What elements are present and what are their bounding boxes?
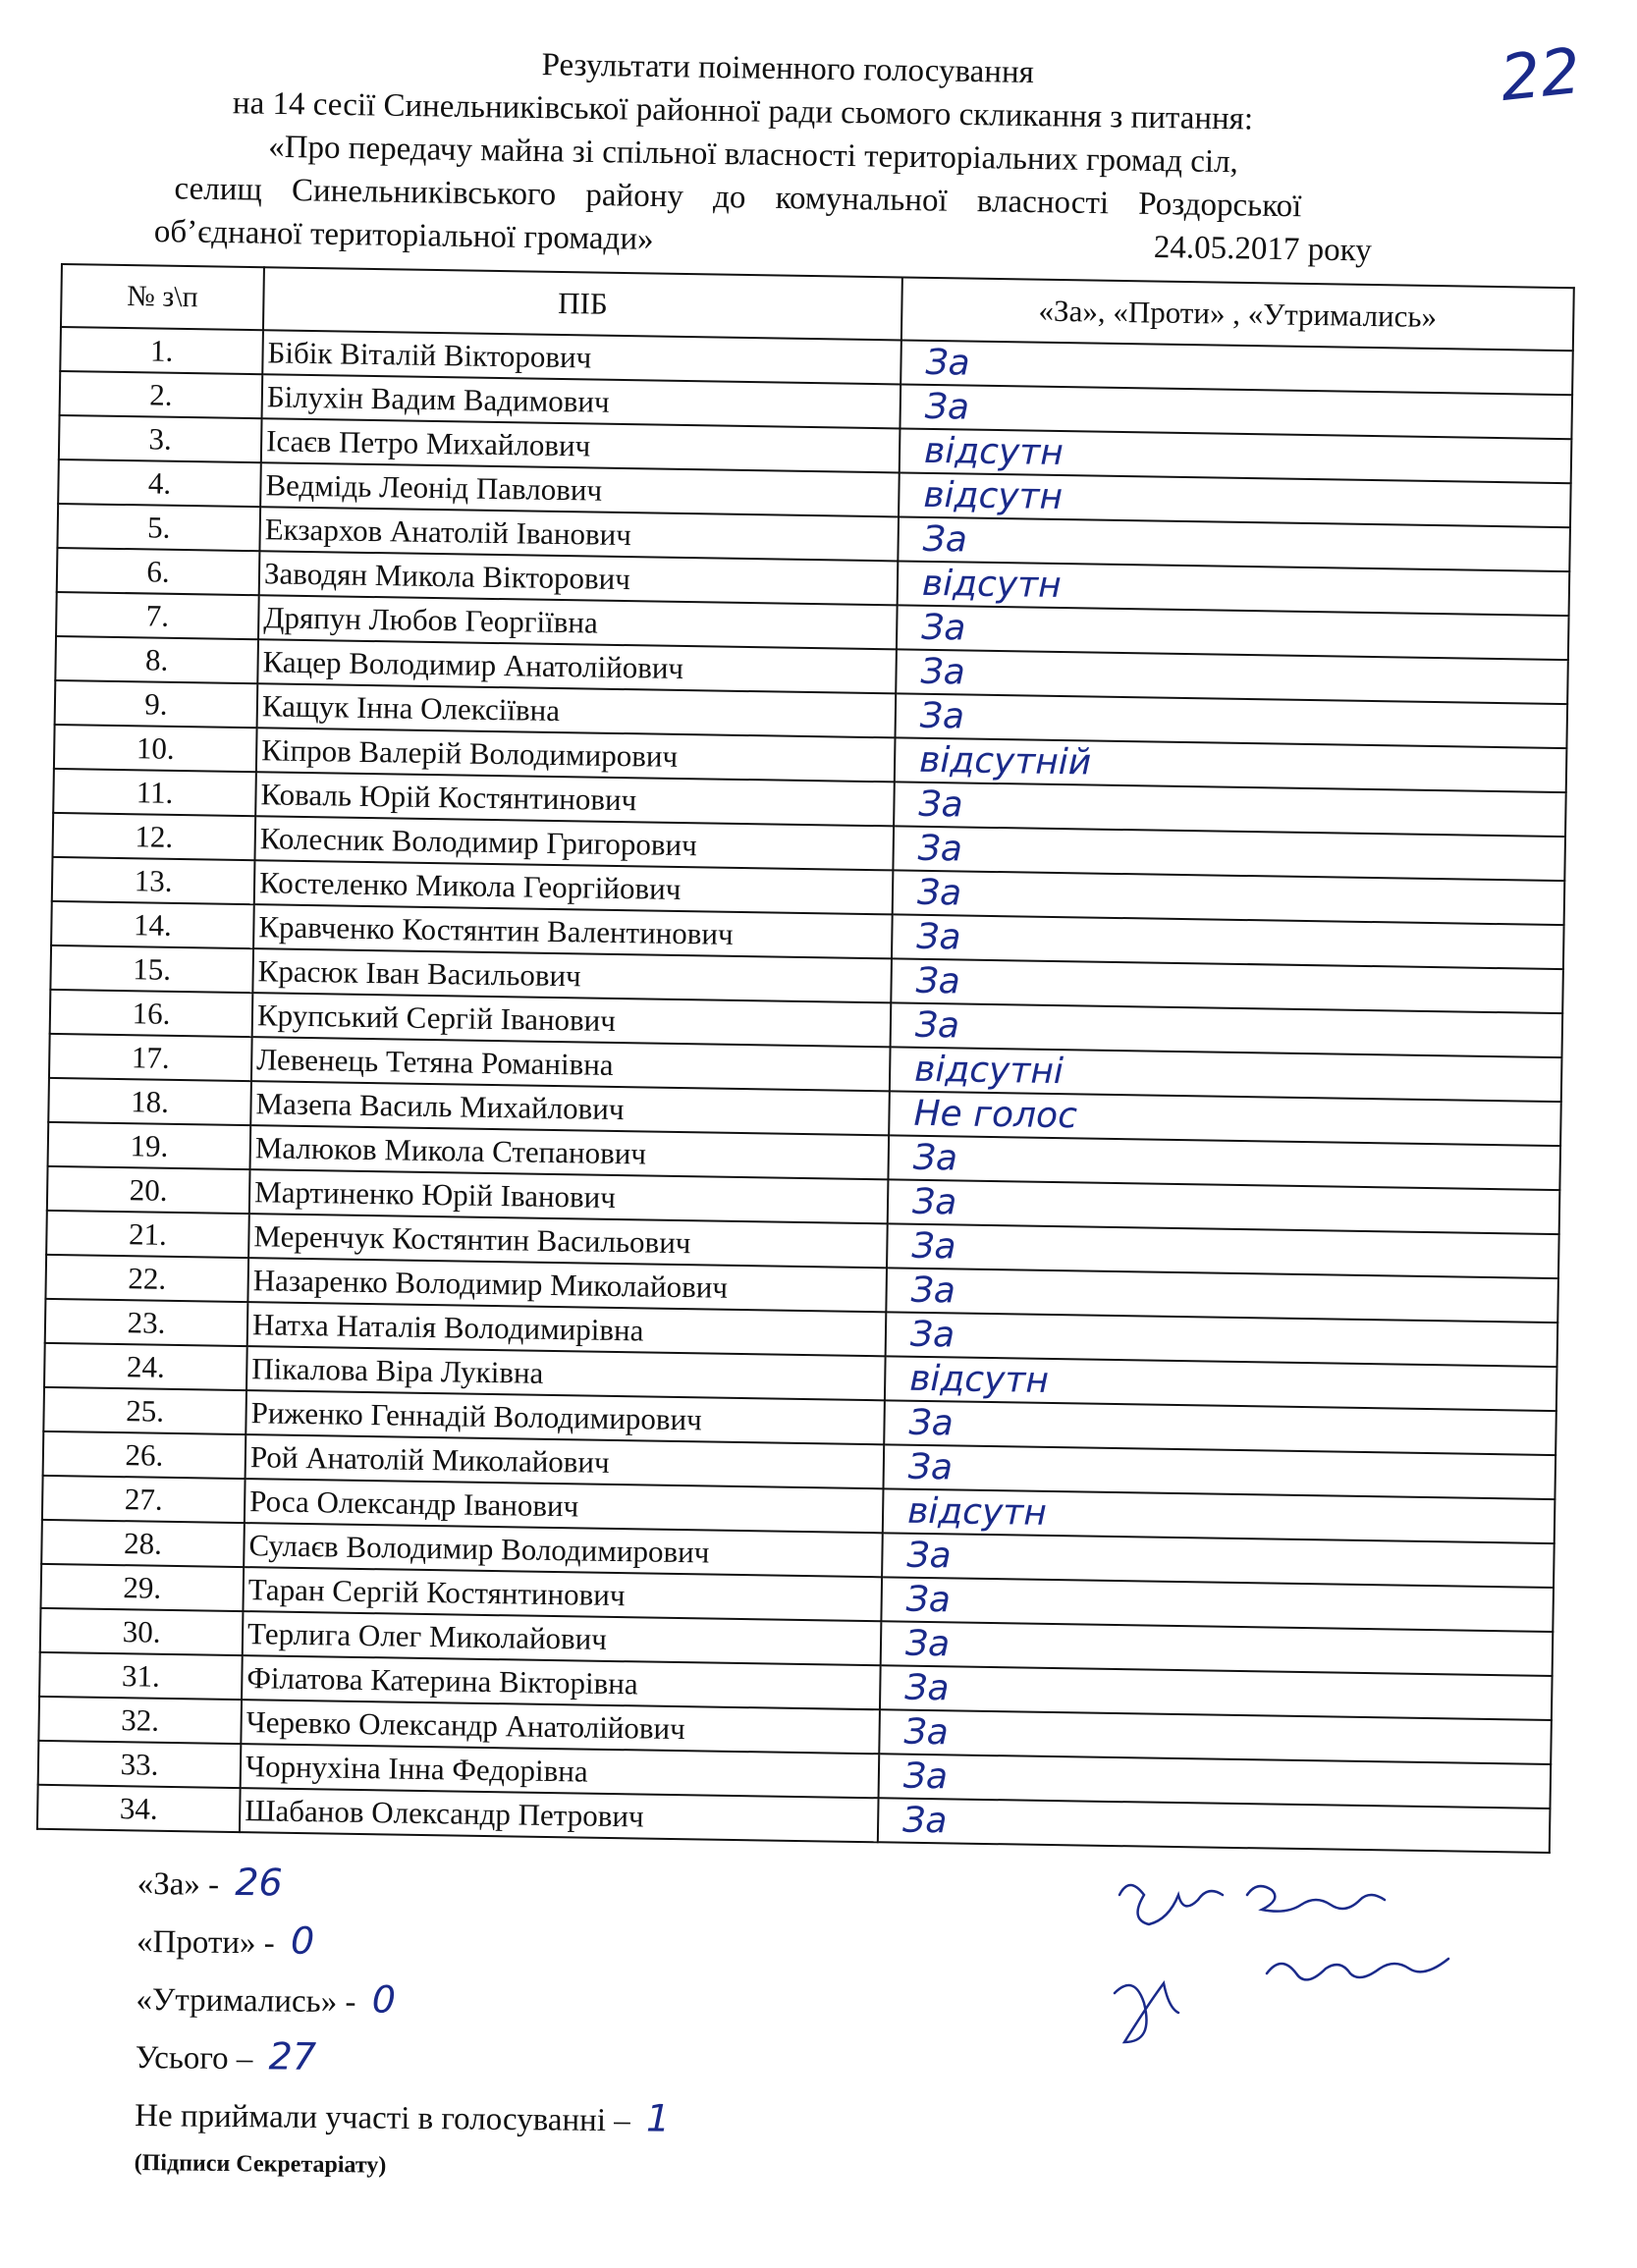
header-name: ПІБ — [263, 267, 902, 340]
deputy-name: Шабанов Олександр Петрович — [240, 1788, 879, 1842]
row-number: 13. — [52, 857, 255, 904]
row-number: 32. — [38, 1697, 242, 1744]
voting-table-container — [36, 263, 1573, 1854]
row-number: 27. — [42, 1476, 246, 1523]
row-number: 5. — [57, 504, 260, 551]
vote-value: За — [894, 782, 1566, 837]
vote-value: За — [900, 340, 1573, 395]
row-number: 33. — [38, 1741, 242, 1788]
deputy-name: Риженко Геннадій Володимирович — [246, 1390, 885, 1444]
vote-value: За — [881, 1621, 1554, 1676]
row-number: 17. — [49, 1034, 252, 1081]
voting-table — [36, 263, 1575, 1854]
deputy-name: Коваль Юрій Костянтинович — [255, 772, 895, 826]
signatures-area — [1100, 1856, 1532, 2052]
summary-proty — [136, 1912, 673, 1975]
deputy-name: Дряпун Любов Георгіївна — [258, 595, 898, 649]
summary-za-label: «За» - — [136, 1865, 220, 1903]
header-line-2: на 14 сесії Синельниківської районної ради сьомого скликання з питання: — [232, 85, 1254, 137]
vote-value: За — [882, 1533, 1555, 1588]
header-title: Результати поіменного голосування — [541, 47, 1035, 91]
deputy-name: Сулаєв Володимир Володимирович — [244, 1523, 883, 1577]
deputy-name: Пікалова Віра Луківна — [246, 1346, 886, 1400]
vote-value: За — [879, 1754, 1552, 1809]
summary-proty-label: «Проти» - — [136, 1923, 275, 1962]
vote-value: За — [880, 1665, 1553, 1720]
header-date: 24.05.2017 року — [1153, 229, 1373, 269]
row-number: 29. — [40, 1564, 244, 1611]
vote-value: відсутн — [885, 1356, 1557, 1411]
row-number: 8. — [55, 636, 258, 683]
summary-absent — [135, 2085, 671, 2149]
deputy-name: Ведмідь Леонід Павлович — [260, 462, 900, 516]
row-number: 16. — [50, 990, 253, 1037]
vote-value: відсутн — [898, 561, 1570, 616]
row-number: 18. — [48, 1078, 251, 1125]
row-number: 19. — [48, 1122, 251, 1169]
row-number: 31. — [39, 1652, 243, 1700]
vote-value: За — [893, 826, 1565, 881]
header-line-4: селищ Синельниківського району до комунальної власності Роздорської — [174, 171, 1302, 225]
row-number: 2. — [60, 371, 263, 418]
row-number: 9. — [55, 680, 258, 728]
summary-absent-label: Не приймали участі в голосуванні – — [135, 2097, 630, 2139]
row-number: 25. — [43, 1387, 246, 1434]
deputy-name: Філатова Катерина Вікторівна — [242, 1655, 881, 1709]
row-number: 12. — [52, 813, 255, 860]
vote-value: За — [897, 605, 1569, 660]
vote-value: За — [883, 1444, 1555, 1499]
row-number: 7. — [56, 592, 259, 639]
vote-value: За — [887, 1223, 1559, 1278]
deputy-name: Таран Сергій Костянтинович — [243, 1567, 882, 1621]
summary-utrym-label: «Утримались» - — [136, 1981, 356, 2021]
vote-value: За — [884, 1400, 1556, 1455]
row-number: 24. — [44, 1343, 247, 1390]
signature-3-stroke — [1115, 1983, 1178, 2042]
summary-utrym-value: 0 — [371, 1977, 397, 2022]
row-number: 4. — [58, 459, 261, 507]
page-number: 22 — [1497, 34, 1585, 117]
deputy-name: Натха Наталія Володимирівна — [247, 1302, 887, 1356]
deputy-name: Заводян Микола Вікторович — [259, 551, 899, 605]
deputy-name: Назаренко Володимир Миколайович — [247, 1258, 887, 1312]
row-number: 21. — [46, 1211, 249, 1258]
summary-za-value: 26 — [235, 1861, 283, 1905]
deputy-name: Екзархов Анатолій Іванович — [259, 507, 899, 561]
header-vote: «За», «Проти» , «Утримались» — [901, 277, 1574, 351]
vote-value: За — [891, 958, 1563, 1013]
vote-value: За — [896, 649, 1568, 704]
row-number: 26. — [43, 1431, 246, 1479]
summary-proty-value: 0 — [290, 1918, 315, 1963]
document-header — [154, 37, 1522, 275]
vote-value: За — [881, 1577, 1554, 1632]
deputy-name: Малюков Микола Степанович — [250, 1125, 890, 1179]
vote-value: За — [886, 1268, 1558, 1323]
deputy-name: Костеленко Микола Георгійович — [254, 860, 894, 914]
vote-value: За — [891, 1002, 1563, 1057]
deputy-name: Кіпров Валерій Володимирович — [256, 728, 896, 782]
deputy-name: Кацер Володимир Анатолійович — [257, 639, 897, 693]
row-number: 22. — [45, 1255, 248, 1302]
vote-value: За — [896, 693, 1568, 748]
summary-total — [136, 2027, 672, 2091]
vote-value: За — [893, 870, 1565, 925]
deputy-name: Черевко Олександр Анатолійович — [241, 1700, 880, 1754]
row-number: 14. — [51, 901, 254, 948]
vote-value: За — [879, 1709, 1552, 1764]
deputy-name: Білухін Вадим Вадимович — [262, 374, 901, 428]
deputy-name: Мазепа Василь Михайлович — [250, 1081, 890, 1135]
header-line-3: «Про передачу майна зі спільної власності територіальних громад сіл, — [267, 129, 1239, 181]
summary-utrym — [136, 1970, 672, 2033]
deputy-name: Роса Олександр Іванович — [245, 1479, 884, 1533]
row-number: 1. — [60, 327, 263, 374]
summary-total-value: 27 — [268, 2034, 317, 2079]
row-number: 15. — [50, 945, 253, 993]
vote-summary — [134, 1854, 672, 2188]
summary-total-label: Усього – — [135, 2039, 253, 2078]
deputy-name: Чорнухіна Інна Федорівна — [241, 1744, 880, 1798]
deputy-name: Терлига Олег Миколайович — [243, 1611, 882, 1665]
row-number: 6. — [57, 548, 260, 595]
signature-1-stroke — [1119, 1885, 1223, 1924]
deputy-name: Меренчук Костянтин Васильович — [248, 1214, 888, 1268]
row-number: 28. — [41, 1520, 245, 1567]
summary-za — [136, 1854, 673, 1917]
row-number: 30. — [40, 1608, 244, 1655]
header-number: № з\п — [61, 264, 264, 330]
summary-absent-value: 1 — [645, 2096, 671, 2140]
vote-value: За — [888, 1135, 1560, 1190]
vote-value: За — [898, 516, 1570, 571]
deputy-name: Левенець Тетяна Романівна — [251, 1037, 891, 1091]
signature-4-stroke — [1267, 1959, 1448, 1979]
deputy-name: Мартиненко Юрій Іванович — [249, 1169, 889, 1223]
row-number: 11. — [53, 769, 256, 816]
row-number: 20. — [47, 1166, 250, 1214]
vote-value: Не голос — [889, 1091, 1561, 1146]
row-number: 10. — [54, 725, 257, 772]
deputy-name: Кащук Інна Олексіївна — [257, 683, 897, 737]
table-body — [37, 327, 1573, 1853]
deputy-name: Колесник Володимир Григорович — [254, 816, 894, 870]
deputy-name: Ісаєв Петро Михайлович — [261, 418, 900, 472]
deputy-name: Красюк Іван Васильович — [252, 948, 892, 1002]
deputy-name: Бібік Віталій Вікторович — [262, 330, 901, 384]
vote-value: відсутн — [883, 1488, 1555, 1543]
signature-2-stroke — [1247, 1886, 1385, 1912]
vote-value: відсутн — [900, 428, 1572, 483]
vote-value: За — [888, 1179, 1560, 1234]
vote-value: відсутній — [895, 737, 1567, 792]
row-number: 3. — [59, 415, 262, 462]
signatures-image — [1100, 1856, 1532, 2052]
deputy-name: Кравченко Костянтин Валентинович — [253, 904, 893, 958]
deputy-name: Рой Анатолій Миколайович — [246, 1434, 885, 1488]
vote-value: За — [886, 1312, 1558, 1367]
row-number: 34. — [37, 1785, 241, 1832]
deputy-name: Крупський Сергій Іванович — [252, 993, 892, 1047]
vote-value: За — [878, 1798, 1551, 1853]
vote-value: За — [892, 914, 1564, 969]
header-line-5-text: об’єднаної територіальної громади» — [153, 213, 654, 257]
signatures-note: (Підписи Секретаріату) — [134, 2149, 387, 2179]
vote-value: За — [900, 384, 1572, 439]
vote-value: відсутні — [890, 1047, 1562, 1102]
vote-value: відсутн — [899, 472, 1571, 527]
row-number: 23. — [45, 1299, 248, 1346]
